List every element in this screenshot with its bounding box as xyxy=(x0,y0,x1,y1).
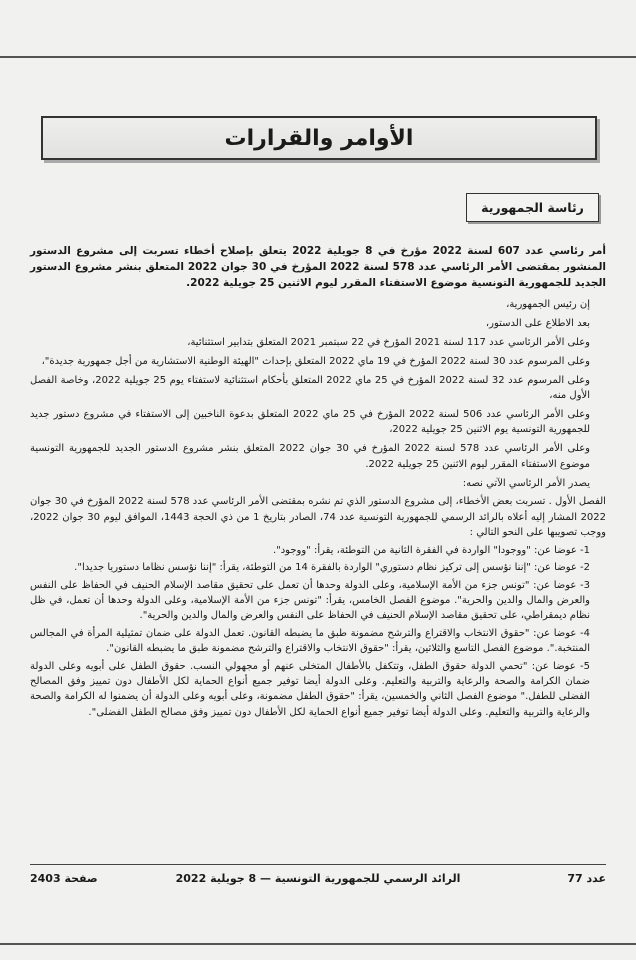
preamble-line: وعلى الأمر الرئاسي عدد 506 لسنة 2022 المؤرخ في 25 ماي 2022 المتعلق بدعوة الناخبين إلى الاستفتاء في مشروع دستور جديد للجمهورية التونسية يوم الاثنين 25 جويلية 2022، xyxy=(30,408,590,436)
top-rule xyxy=(0,56,636,58)
correction-item: 2- عوضا عن: "إننا نؤسس إلى تركيز نظام دستوري" الواردة بالفقرة 14 من التوطئة، يقرأ: "إننا نؤسس نظاما دستوريا جديدا". xyxy=(74,562,590,574)
decree-body xyxy=(30,243,606,722)
preamble-line: بعد الاطلاع على الدستور، xyxy=(485,317,590,329)
preamble-line: وعلى المرسوم عدد 32 لسنة 2022 المؤرخ في 25 ماي 2022 المتعلق بأحكام استثنائية لاستفتاء يوم 25 جويلية 2022، وخاصة الفصل الأول منه، xyxy=(30,374,590,402)
section-title-box xyxy=(41,116,597,160)
section-label-box xyxy=(466,193,599,222)
preamble-line: يصدر الأمر الرئاسي الآتي نصه: xyxy=(462,477,590,489)
article-one: الفصل الأول . تسربت بعض الأخطاء، إلى مشروع الدستور الذي تم نشره بمقتضى الأمر الرئاسي عدد 578 لسنة 2022 المؤرخ في 30 جوان 2022 المشار إليه أعلاه بالرائد الرسمي للجمهورية التونسية عدد 74، الصادر بتاريخ 1 من ذي الحجة 1443، الموافق ليوم 30 جوان 2022، ووجب تصويبها على النحو التالي : xyxy=(30,496,607,539)
preamble-line: إن رئيس الجمهورية، xyxy=(506,299,590,310)
gazette-title: الرائد الرسمي للجمهورية التونسية — 8 جويلية 2022 xyxy=(175,872,461,885)
preamble-line: وعلى الأمر الرئاسي عدد 578 لسنة 2022 المؤرخ في 30 جوان 2022 المتعلق بنشر مشروع الدستور الجديد للجمهورية التونسية موضوع الاستفتاء المقرر ليوم الاثنين 25 جويلية 2022. xyxy=(30,443,590,470)
footer-rule xyxy=(30,864,606,865)
decree-heading: أمر رئاسي عدد 607 لسنة 2022 مؤرخ في 8 جويلية 2022 يتعلق بإصلاح أخطاء تسربت إلى مشروع الدستور المنشور بمقتضى الأمر الرئاسي عدد 578 لسنة 2022 المؤرخ في 30 جوان 2022 المتعلق بنشر مشروع الدستور الجديد للجمهورية التونسية موضوع الاستفتاء المقرر ليوم الاثنين 25 جويلية 2022. xyxy=(30,245,606,289)
page-number: صفحة 2403 xyxy=(30,872,98,885)
correction-item: 3- عوضا عن: "تونس جزء من الأمة الإسلامية، وعلى الدولة وحدها أن تعمل على تحقيق مقاصد الإسلام الحنيف في الحفاظ على النفس والعرض والمال والدين والحرية". موضوع الفصل الخامس، يقرأ: "تونس جزء من الأمة الإسلامية، وعلى الدولة وحدها أن تعمل، في ظل نظام ديمقراطي، على تحقيق مقاصد الإسلام الحنيف في الحفاظ على النفس والعرض والمال والدين والحرية". xyxy=(30,579,590,622)
preamble-line: وعلى المرسوم عدد 30 لسنة 2022 المؤرخ في 19 ماي 2022 المتعلق بإحداث "الهيئة الوطنية الاستشارية من أجل جمهورية جديدة"، xyxy=(41,355,590,367)
correction-item: 5- عوضا عن: "تحمي الدولة حقوق الطفل، وتتكفل بالأطفال المتخلى عنهم أو مجهولي النسب. حقوق الطفل على أبويه وعلى الدولة ضمان الكرامة والصحة والرعاية والتربية والتعليم. وعلى الدولة أيضا توفير جميع أنواع الحماية لكل الأطفال دون تمييز وفق المصالح الفضلى للطفل." موضوع الفصل الثاني والخمسين، يقرأ: "حقوق الطفل مضمونة، وعلى أبويه وعلى الدولة أن يضمنوا له الكرامة والصحة والرعاية والتربية والتعليم. وعلى الدولة أيضا توفير جميع أنواع الحماية لكل الأطفال دون تمييز وفق مصالح الطفل الفضلى". xyxy=(30,660,590,718)
bottom-rule xyxy=(0,943,636,945)
section-label: رئاسة الجمهورية xyxy=(481,200,584,215)
issue-number: عدد 77 xyxy=(567,872,606,885)
page-footer xyxy=(30,872,606,890)
page-title: الأوامر والقرارات xyxy=(224,125,414,151)
correction-item: 4- عوضا عن: "حقوق الانتخاب والاقتراع والترشح مضمونة طبق ما يضبطه القانون. تعمل الدولة على ضمان تمثيلية المرأة في المجالس المنتخبة.". موضوع الفصل التاسع والثلاثين، يقرأ: "حقوق الانتخاب والاقتراع والترشح مضمونة طبق ما يضبطه القانون". xyxy=(30,627,590,655)
correction-item: 1- عوضا عن: "ووجودا" الواردة في الفقرة الثانية من التوطئة، يقرأ: "ووجود". xyxy=(272,544,590,556)
preamble-line: وعلى الأمر الرئاسي عدد 117 لسنة 2021 المؤرخ في 22 سبتمبر 2021 المتعلق بتدابير استثنائية، xyxy=(187,336,590,348)
